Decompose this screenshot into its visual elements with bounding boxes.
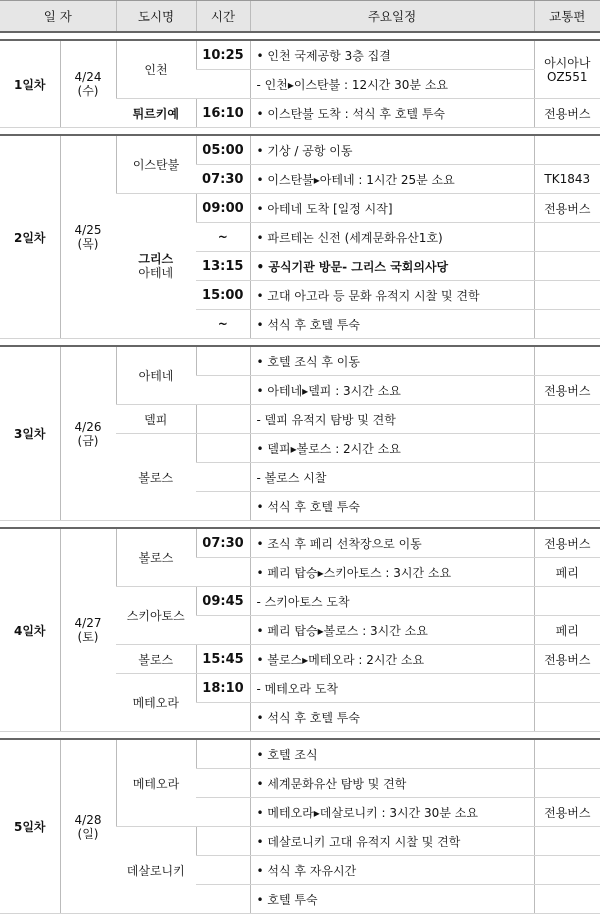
time-cell: 07:30 xyxy=(196,165,250,194)
city-cell: 메테오라 xyxy=(116,739,196,827)
header-day: 일 자 xyxy=(0,1,116,33)
schedule-item: • 세계문화유산 탐방 및 견학 xyxy=(250,769,534,798)
city-cell: 볼로스 xyxy=(116,434,196,521)
schedule-item: • 호텔 조식 후 이동 xyxy=(250,346,534,376)
transport-cell xyxy=(534,769,600,798)
transport-cell xyxy=(534,463,600,492)
transport-cell xyxy=(534,674,600,703)
city-cell: 아테네 xyxy=(116,346,196,405)
schedule-item: • 공식기관 방문- 그리스 국회의사당 xyxy=(250,252,534,281)
time-cell xyxy=(196,492,250,521)
header-time: 시간 xyxy=(196,1,250,33)
transport-cell: 전용버스 xyxy=(534,99,600,128)
schedule-item: • 아테네 도착 [일정 시작] xyxy=(250,194,534,223)
schedule-item: • 페리 탑승▸볼로스 : 3시간 소요 xyxy=(250,616,534,645)
city-cell: 스키아토스 xyxy=(116,587,196,645)
transport-cell xyxy=(534,885,600,914)
schedule-item: • 고대 아고라 등 문화 유적지 시찰 및 견학 xyxy=(250,281,534,310)
schedule-item: • 석식 후 자유시간 xyxy=(250,856,534,885)
time-cell: 15:45 xyxy=(196,645,250,674)
city-cell: 그리스 아테네 xyxy=(116,194,196,339)
table-row xyxy=(0,135,600,165)
transport-cell xyxy=(534,739,600,769)
transport-cell: 전용버스 xyxy=(534,376,600,405)
day-label: 5일차 xyxy=(0,739,60,914)
schedule-item: • 호텔 조식 xyxy=(250,739,534,769)
schedule-item: • 델피▸볼로스 : 2시간 소요 xyxy=(250,434,534,463)
time-cell: ~ xyxy=(196,223,250,252)
time-cell: 15:00 xyxy=(196,281,250,310)
day-label: 4일차 xyxy=(0,528,60,732)
city-cell: 인천 xyxy=(116,40,196,99)
time-cell: 10:25 xyxy=(196,40,250,70)
city-cell: 이스탄불 xyxy=(116,135,196,194)
transport-cell xyxy=(534,856,600,885)
transport-cell: TK1843 xyxy=(534,165,600,194)
transport-cell xyxy=(534,703,600,732)
schedule-item: • 페리 탑승▸스키아토스 : 3시간 소요 xyxy=(250,558,534,587)
time-cell xyxy=(196,616,250,645)
schedule-item: - 인천▸이스탄불 : 12시간 30분 소요 xyxy=(250,70,534,99)
transport-cell xyxy=(534,346,600,376)
transport-cell: 전용버스 xyxy=(534,798,600,827)
transport-cell: 전용버스 xyxy=(534,194,600,223)
table-row xyxy=(0,739,600,769)
schedule-item: • 인천 국제공항 3층 집결 xyxy=(250,40,534,70)
time-cell: 05:00 xyxy=(196,135,250,165)
time-cell: 09:00 xyxy=(196,194,250,223)
time-cell: 07:30 xyxy=(196,528,250,558)
schedule-item: - 스키아토스 도착 xyxy=(250,587,534,616)
day-label: 3일차 xyxy=(0,346,60,521)
transport-cell: 페리 xyxy=(534,558,600,587)
table-row xyxy=(0,528,600,558)
date-cell: 4/26 (금) xyxy=(60,346,116,521)
time-cell: ~ xyxy=(196,310,250,339)
time-cell xyxy=(196,769,250,798)
transport-cell: 전용버스 xyxy=(534,645,600,674)
schedule-item: • 파르테논 신전 (세계문화유산1호) xyxy=(250,223,534,252)
header-schedule: 주요일정 xyxy=(250,1,534,33)
schedule-item: • 이스탄불 도착 : 석식 후 호텔 투숙 xyxy=(250,99,534,128)
time-cell xyxy=(196,405,250,434)
table-row xyxy=(0,40,600,70)
time-cell xyxy=(196,827,250,856)
time-cell: 18:10 xyxy=(196,674,250,703)
transport-cell xyxy=(534,492,600,521)
schedule-item: • 조식 후 페리 선착장으로 이동 xyxy=(250,528,534,558)
time-cell xyxy=(196,463,250,492)
time-cell xyxy=(196,434,250,463)
city-cell: 튀르키예 xyxy=(116,99,196,128)
date-cell: 4/28 (일) xyxy=(60,739,116,914)
time-cell: 16:10 xyxy=(196,99,250,128)
day-label: 2일차 xyxy=(0,135,60,339)
schedule-item: • 메테오라▸데살로니키 : 3시간 30분 소요 xyxy=(250,798,534,827)
schedule-item: • 아테네▸델피 : 3시간 소요 xyxy=(250,376,534,405)
transport-cell: 전용버스 xyxy=(534,528,600,558)
transport-cell: 아시아나 OZ551 xyxy=(534,40,600,99)
schedule-item: • 기상 / 공항 이동 xyxy=(250,135,534,165)
header-transport: 교통편 xyxy=(534,1,600,33)
schedule-item: • 데살로니키 고대 유적지 시찰 및 견학 xyxy=(250,827,534,856)
transport-cell xyxy=(534,827,600,856)
transport-cell xyxy=(534,135,600,165)
transport-cell xyxy=(534,310,600,339)
time-cell xyxy=(196,346,250,376)
schedule-item: • 이스탄불▸아테네 : 1시간 25분 소요 xyxy=(250,165,534,194)
time-cell xyxy=(196,703,250,732)
time-cell: 13:15 xyxy=(196,252,250,281)
city-cell: 델피 xyxy=(116,405,196,434)
transport-cell xyxy=(534,223,600,252)
schedule-item: • 볼로스▸메테오라 : 2시간 소요 xyxy=(250,645,534,674)
time-cell xyxy=(196,739,250,769)
date-cell: 4/25 (목) xyxy=(60,135,116,339)
header-row xyxy=(0,1,600,33)
time-cell xyxy=(196,376,250,405)
city-cell: 볼로스 xyxy=(116,528,196,587)
time-cell xyxy=(196,856,250,885)
time-cell xyxy=(196,885,250,914)
time-cell xyxy=(196,798,250,827)
city-cell: 볼로스 xyxy=(116,645,196,674)
transport-cell: 페리 xyxy=(534,616,600,645)
city-cell: 데살로니키 xyxy=(116,827,196,914)
transport-cell xyxy=(534,405,600,434)
time-cell xyxy=(196,70,250,99)
schedule-item: • 석식 후 호텔 투숙 xyxy=(250,310,534,339)
header-city: 도시명 xyxy=(116,1,196,33)
table-row xyxy=(0,346,600,376)
date-cell: 4/24 (수) xyxy=(60,40,116,128)
city-cell: 메테오라 xyxy=(116,674,196,732)
day-label: 1일차 xyxy=(0,40,60,128)
schedule-item: • 석식 후 호텔 투숙 xyxy=(250,703,534,732)
time-cell: 09:45 xyxy=(196,587,250,616)
schedule-item: • 호텔 투숙 xyxy=(250,885,534,914)
time-cell xyxy=(196,558,250,587)
schedule-item: • 석식 후 호텔 투숙 xyxy=(250,492,534,521)
schedule-item: - 메테오라 도착 xyxy=(250,674,534,703)
date-cell: 4/27 (토) xyxy=(60,528,116,732)
transport-cell xyxy=(534,252,600,281)
transport-cell xyxy=(534,587,600,616)
transport-cell xyxy=(534,281,600,310)
schedule-item: - 볼로스 시찰 xyxy=(250,463,534,492)
schedule-item: - 델피 유적지 탐방 및 견학 xyxy=(250,405,534,434)
transport-cell xyxy=(534,434,600,463)
